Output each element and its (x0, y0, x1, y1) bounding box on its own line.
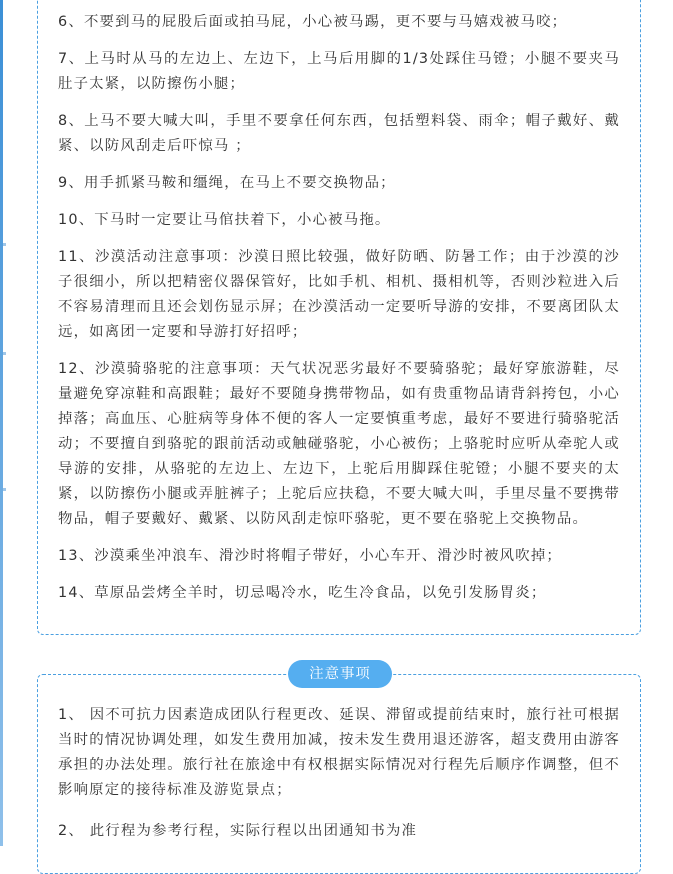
rule-item: 6、不要到马的屁股后面或拍马屁，小心被马踢，更不要与马嬉戏被马咬； (58, 14, 568, 30)
notice-item: 1、 因不可抗力因素造成团队行程更改、延误、滞留或提前结束时，旅行社可根据当时的情况协调处理，如发生费用加减，按未发生费用退还游客，超支费用由游客承担的办法处理。旅行社在旅途中有权根据实际情况对行程先后顺序作调整，但不影响原定的接待标准及游览景点； (58, 707, 620, 798)
rule-item: 10、下马时一定要让马倌扶着下，小心被马拖。 (58, 212, 391, 228)
notice-item: 2、 此行程为参考行程，实际行程以出团通知书为准 (58, 823, 418, 839)
notice-box (37, 674, 641, 874)
left-edge-bar (0, 0, 3, 846)
edge-mark (3, 352, 6, 355)
edge-mark (3, 488, 6, 491)
section-title-badge: 注意事项 (288, 660, 392, 688)
rule-item: 12、沙漠骑骆驼的注意事项：天气状况恶劣最好不要骑骆驼；最好穿旅游鞋，尽量避免穿凉鞋和高跟鞋；最好不要随身携带物品，如有贵重物品请背斜挎包，小心掉落；高血压、心脏病等身体不便的客人一定要慎重考虑，最好不要进行骑骆驼活动；不要擅自到骆驼的跟前活动或触碰骆驼，小心被伤；上骆驼时应听从牵驼人或导游的安排，从骆驼的左边上、左边下，上驼后用脚踩住驼镫；小腿不要夹的太紧，以防擦伤小腿或弄脏裤子；上驼后应扶稳，不要大喊大叫，手里尽量不要携带物品，帽子要戴好、戴紧、以防风刮走惊吓骆驼，更不要在骆驼上交换物品。 (58, 361, 620, 527)
rule-item: 13、沙漠乘坐冲浪车、滑沙时将帽子带好，小心车开、滑沙时被风吹掉； (58, 548, 563, 564)
rule-item: 7、上马时从马的左边上、左边下，上马后用脚的1/3处踩住马镫；小腿不要夹马肚子太紧，以防擦伤小腿； (58, 51, 620, 92)
edge-mark (3, 243, 6, 246)
rules-box (37, 0, 641, 635)
rule-item: 8、上马不要大喊大叫，手里不要拿任何东西，包括塑料袋、雨伞；帽子戴好、戴紧、以防风刮走后吓惊马 ； (58, 113, 620, 154)
rule-item: 14、草原品尝烤全羊时，切忌喝冷水，吃生冷食品，以免引发肠胃炎； (58, 585, 547, 601)
rule-item: 11、沙漠活动注意事项：沙漠日照比较强，做好防晒、防暑工作；由于沙漠的沙子很细小，所以把精密仪器保管好，比如手机、相机、摄相机等，否则沙粒进入后不容易清理而且还会划伤显示屏；在沙漠活动一定要听导游的安排，不要离团队太远，如离团一定要和导游打好招呼； (58, 249, 620, 340)
rule-item: 9、用手抓紧马鞍和缰绳，在马上不要交换物品； (58, 175, 396, 191)
